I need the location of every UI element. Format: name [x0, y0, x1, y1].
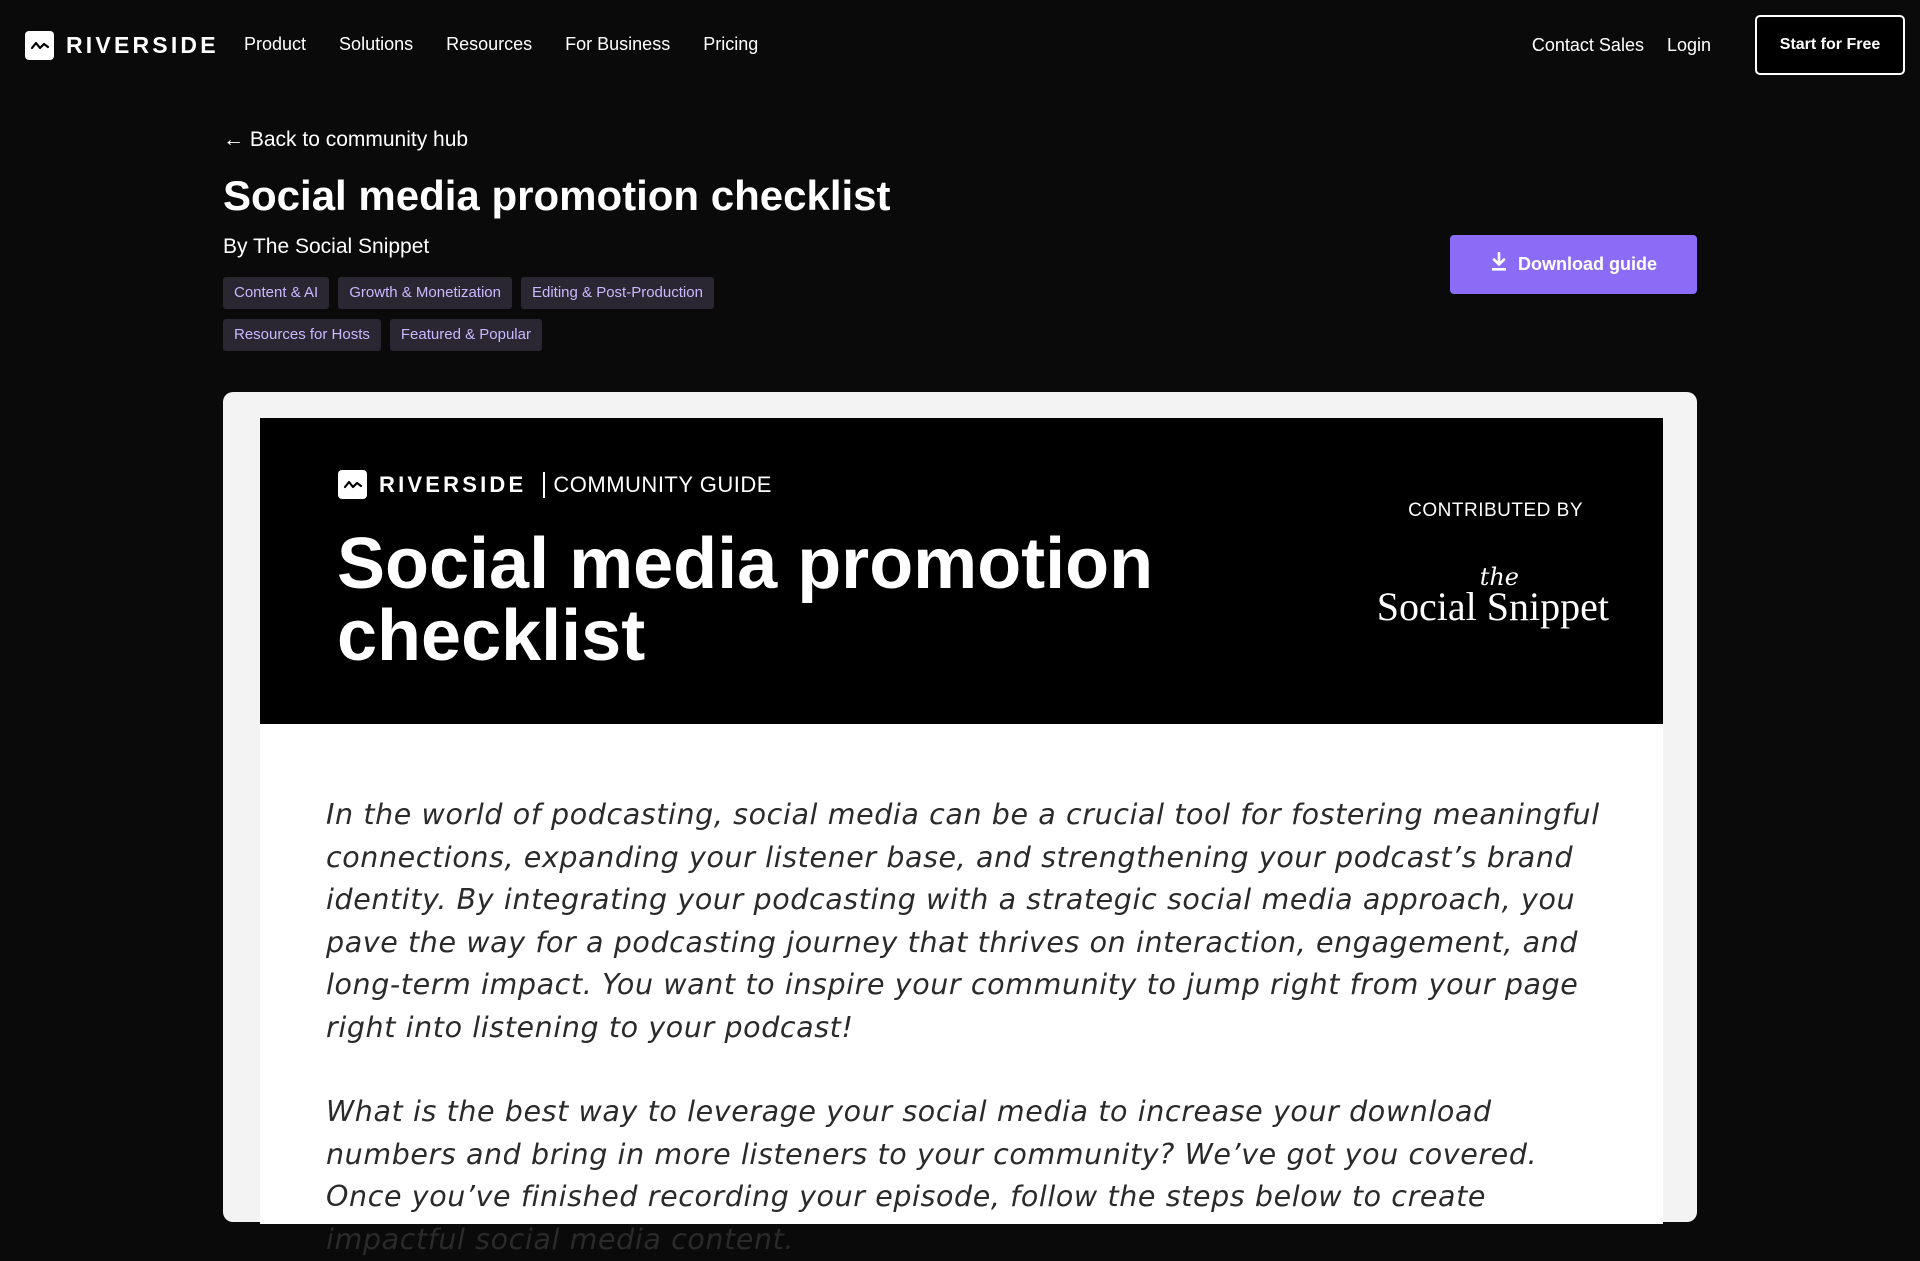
download-guide-label: Download guide — [1518, 254, 1657, 274]
banner-wordmark: RIVERSIDE — [379, 471, 527, 497]
download-guide-button[interactable] — [1450, 235, 1697, 294]
logo-the-text: the — [1479, 563, 1519, 591]
second-paragraph: What is the best way to leverage your social media to increase your download numbers and bring in more listeners to your community? We’ve got you covered. Once you’ve finished recording your episode, follow the steps below to create impactful social media content. — [326, 1095, 1538, 1256]
nav-for-business[interactable]: For Business — [565, 34, 671, 54]
guide-banner — [260, 418, 1663, 724]
top-nav — [0, 0, 1920, 92]
intro-paragraph: In the world of podcasting, social media can be a crucial tool for fostering meaningful connections, expanding your listener base, and strengthening your podcast’s brand identity. By integrating your podcasting with a strategic social media approach, you pave the way for a podcasting journey that thrives on interaction, engagement, and long-term impact. You want to inspire your community to jump right from your page right into listening to your podcast! — [326, 798, 1600, 1044]
tag-growth-monetization[interactable]: Growth & Monetization — [338, 277, 512, 309]
tag-editing-post-production[interactable]: Editing & Post-Production — [521, 277, 714, 309]
download-icon — [1490, 252, 1508, 277]
start-for-free-button[interactable]: Start for Free — [1755, 15, 1905, 75]
login-link[interactable]: Login — [1666, 34, 1711, 55]
back-to-hub-link[interactable]: ← Back to community hub — [223, 128, 469, 151]
contributed-by-label: CONTRIBUTED BY — [1408, 500, 1583, 521]
article-body — [260, 724, 1663, 1256]
nav-pricing[interactable]: Pricing — [703, 34, 759, 54]
tag-resources-for-hosts[interactable]: Resources for Hosts — [223, 319, 381, 351]
contact-sales-link[interactable]: Contact Sales — [1531, 34, 1644, 55]
community-guide-label: COMMUNITY GUIDE — [553, 471, 772, 497]
page-title: Social media promotion checklist — [223, 172, 891, 219]
riverside-wave-icon — [338, 470, 367, 499]
divider — [543, 472, 545, 498]
tag-content-ai[interactable]: Content & AI — [223, 277, 329, 309]
nav-actions — [1532, 15, 1905, 75]
nav-resources[interactable]: Resources — [446, 34, 533, 54]
banner-brand — [338, 470, 772, 499]
banner-title: Social media promotion checklist — [337, 524, 1154, 676]
nav-solutions[interactable]: Solutions — [339, 34, 414, 54]
nav-links — [244, 34, 758, 55]
brand-wordmark: RIVERSIDE — [66, 32, 219, 58]
social-snippet-logo — [1376, 563, 1609, 643]
riverside-wave-icon — [25, 31, 54, 60]
tag-featured-popular[interactable]: Featured & Popular — [390, 319, 542, 351]
logo-name-text: Social Snippet — [1376, 584, 1609, 629]
riverside-logo[interactable] — [25, 31, 219, 60]
author-byline: By The Social Snippet — [223, 235, 430, 258]
nav-product[interactable]: Product — [244, 34, 307, 54]
tag-list — [223, 277, 783, 351]
guide-card — [223, 392, 1697, 1256]
